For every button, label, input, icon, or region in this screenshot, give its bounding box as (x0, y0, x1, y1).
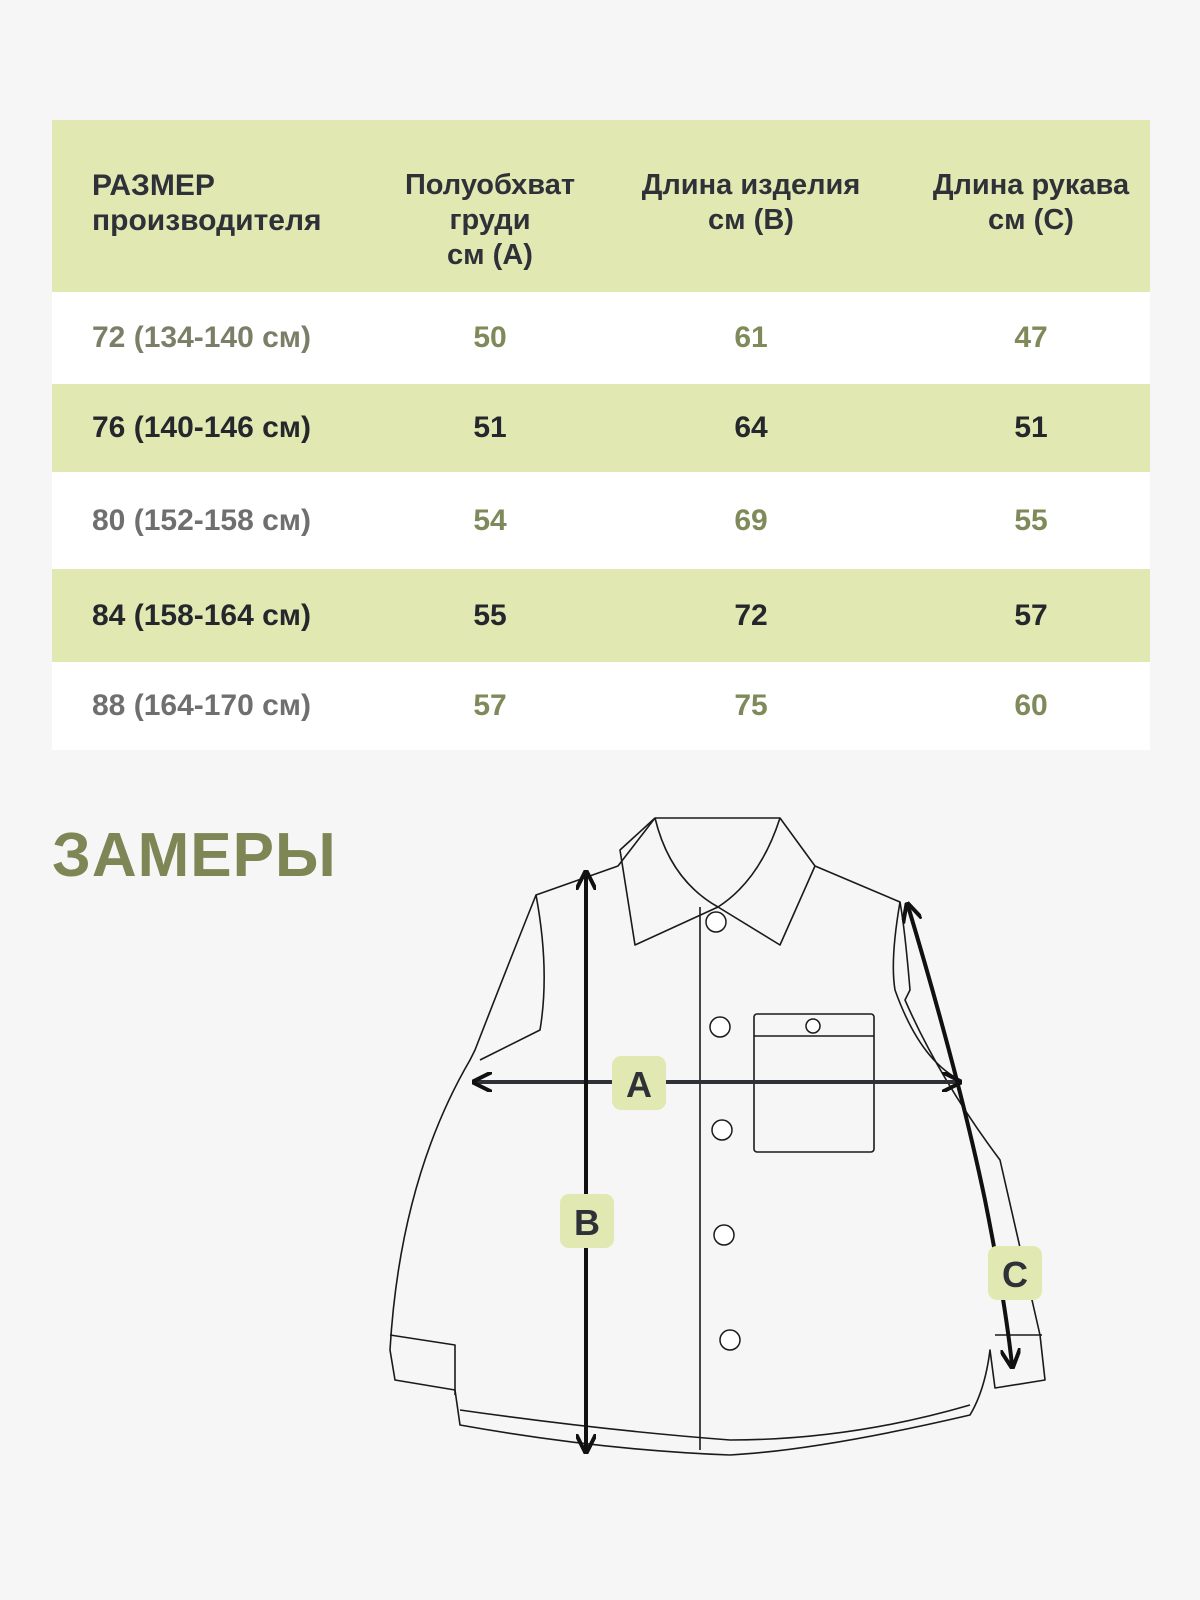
measurement-arrows (476, 874, 1012, 1450)
button-icons (706, 912, 820, 1350)
sleeve-cell: 57 (1014, 598, 1048, 632)
button-icon (710, 1017, 730, 1037)
chest-cell: 57 (473, 689, 507, 722)
length-cell: 69 (734, 503, 768, 537)
size-cell: 76 (140-146 см) (92, 411, 311, 444)
label-c (988, 1246, 1042, 1300)
header-size: РАЗМЕР производителя (92, 169, 322, 237)
label-a (612, 1056, 666, 1110)
chest-cell: 54 (473, 503, 507, 537)
length-cell: 72 (734, 598, 768, 632)
button-icon (712, 1120, 732, 1140)
label-b (560, 1194, 614, 1248)
sleeve-cell: 51 (1014, 411, 1048, 444)
sleeve-cell: 47 (1014, 321, 1048, 354)
header-length: Длина изделия см (В) (641, 169, 861, 236)
chest-cell: 51 (473, 411, 507, 444)
size-cell: 80 (152-158 см) (92, 503, 311, 537)
length-cell: 61 (734, 321, 768, 354)
button-icon (714, 1225, 734, 1245)
header-chest: Полуобхват груди см (А) (404, 169, 576, 271)
label-c-text: C (1002, 1254, 1028, 1295)
size-cell: 84 (158-164 см) (92, 598, 311, 632)
button-icon (706, 912, 726, 932)
sleeve-cell: 55 (1014, 503, 1048, 537)
sleeve-cell: 60 (1014, 689, 1048, 722)
size-cell: 72 (134-140 см) (92, 321, 311, 354)
length-cell: 75 (734, 689, 768, 722)
label-a-text: A (626, 1064, 652, 1105)
button-icon (720, 1330, 740, 1350)
label-b-text: B (574, 1202, 600, 1243)
measures-title: ЗАМЕРЫ (52, 821, 337, 890)
header-sleeve: Длина рукава см (С) (932, 169, 1130, 236)
chest-cell: 55 (473, 598, 507, 632)
button-icon (806, 1019, 820, 1033)
size-cell: 88 (164-170 см) (92, 689, 311, 722)
chest-cell: 50 (473, 321, 507, 354)
length-cell: 64 (734, 411, 768, 444)
